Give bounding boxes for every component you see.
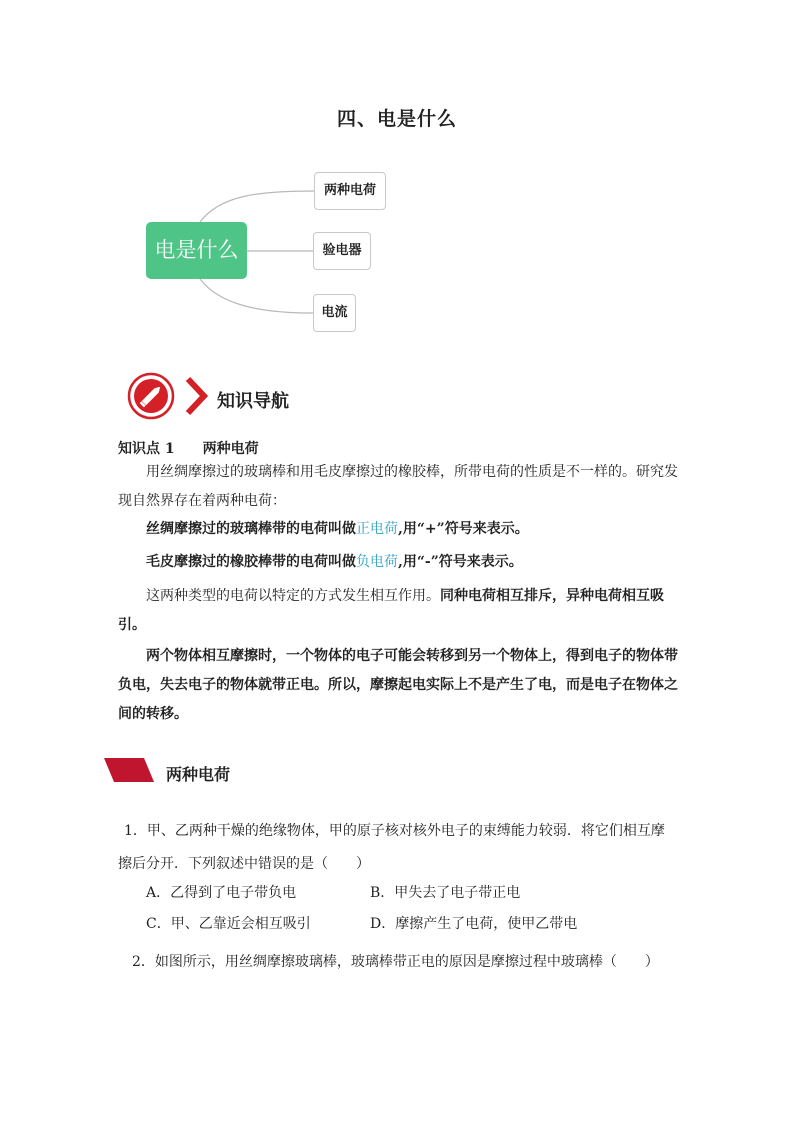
text: 毛皮摩擦过的橡胶棒带的电荷叫做: [146, 554, 356, 570]
question-1-option-b: B．甲失去了电子带正电: [370, 885, 521, 901]
connector-1: [200, 191, 314, 222]
pencil-icon: [127, 372, 175, 420]
nav-label: 知识导航: [217, 391, 289, 412]
question-1-option-a: A．乙得到了电子带负电: [146, 885, 297, 901]
paragraph-positive-charge: [118, 515, 706, 544]
term-positive-charge: 正电荷: [356, 521, 398, 537]
knowledge-point-heading: [118, 438, 259, 458]
paragraph-friction: 两个物体相互摩擦时，一个物体的电子可能会转移到另一个物体上，得到电子的物体带负电，失去电子的物体就带正电。所以，摩擦起电实际上不是产生了电，而是电子在物体之间的转移。: [118, 648, 678, 722]
text: 丝绸摩擦过的玻璃棒带的电荷叫做: [146, 521, 356, 537]
rule-text: 同种电荷相互排斥，异种电荷相互吸引。: [118, 588, 664, 633]
question-2: 2．如图所示，用丝绸摩擦玻璃棒，玻璃棒带正电的原因是摩擦过程中玻璃棒（ ）: [132, 954, 659, 970]
text: ,用“-”符号来表示。: [398, 554, 523, 570]
knowledge-point-title: 两种电荷: [202, 441, 259, 457]
section-title: 两种电荷: [166, 765, 231, 784]
question-1-option-d: D．摩擦产生了电荷，使甲乙带电: [370, 916, 578, 932]
knowledge-point-label: 知识点 1: [118, 441, 175, 457]
mindmap-connectors: [0, 0, 794, 360]
mindmap-branch-charges: 两种电荷: [314, 172, 386, 210]
section-marker-shape: [104, 758, 154, 782]
text: 这两种类型的电荷以特定的方式发生相互作用。: [146, 588, 440, 604]
question-1-option-c: C．甲、乙靠近会相互吸引: [146, 916, 311, 932]
mindmap-branch-electroscope: 验电器: [313, 232, 371, 270]
paragraph-intro: 用丝绸摩擦过的玻璃棒和用毛皮摩擦过的橡胶棒，所带电荷的性质是不一样的。研究发现自然界存在着两种电荷：: [118, 464, 678, 509]
mindmap-branch-current: 电流: [313, 294, 356, 332]
question-1: 1．甲、乙两种干燥的绝缘物体，甲的原子核对核外电子的束缚能力较弱．将它们相互摩擦后分开．下列叙述中错误的是（ ）: [118, 823, 665, 872]
term-negative-charge: 负电荷: [356, 554, 398, 570]
mindmap-center-node: 电是什么: [146, 222, 247, 279]
page-title: 四、电是什么: [336, 108, 457, 130]
text: ,用“+”符号来表示。: [398, 521, 529, 537]
paragraph-interaction: [118, 582, 678, 640]
chevron-right-icon: [184, 376, 208, 416]
paragraph-negative-charge: [118, 548, 706, 577]
connector-3: [200, 279, 313, 313]
